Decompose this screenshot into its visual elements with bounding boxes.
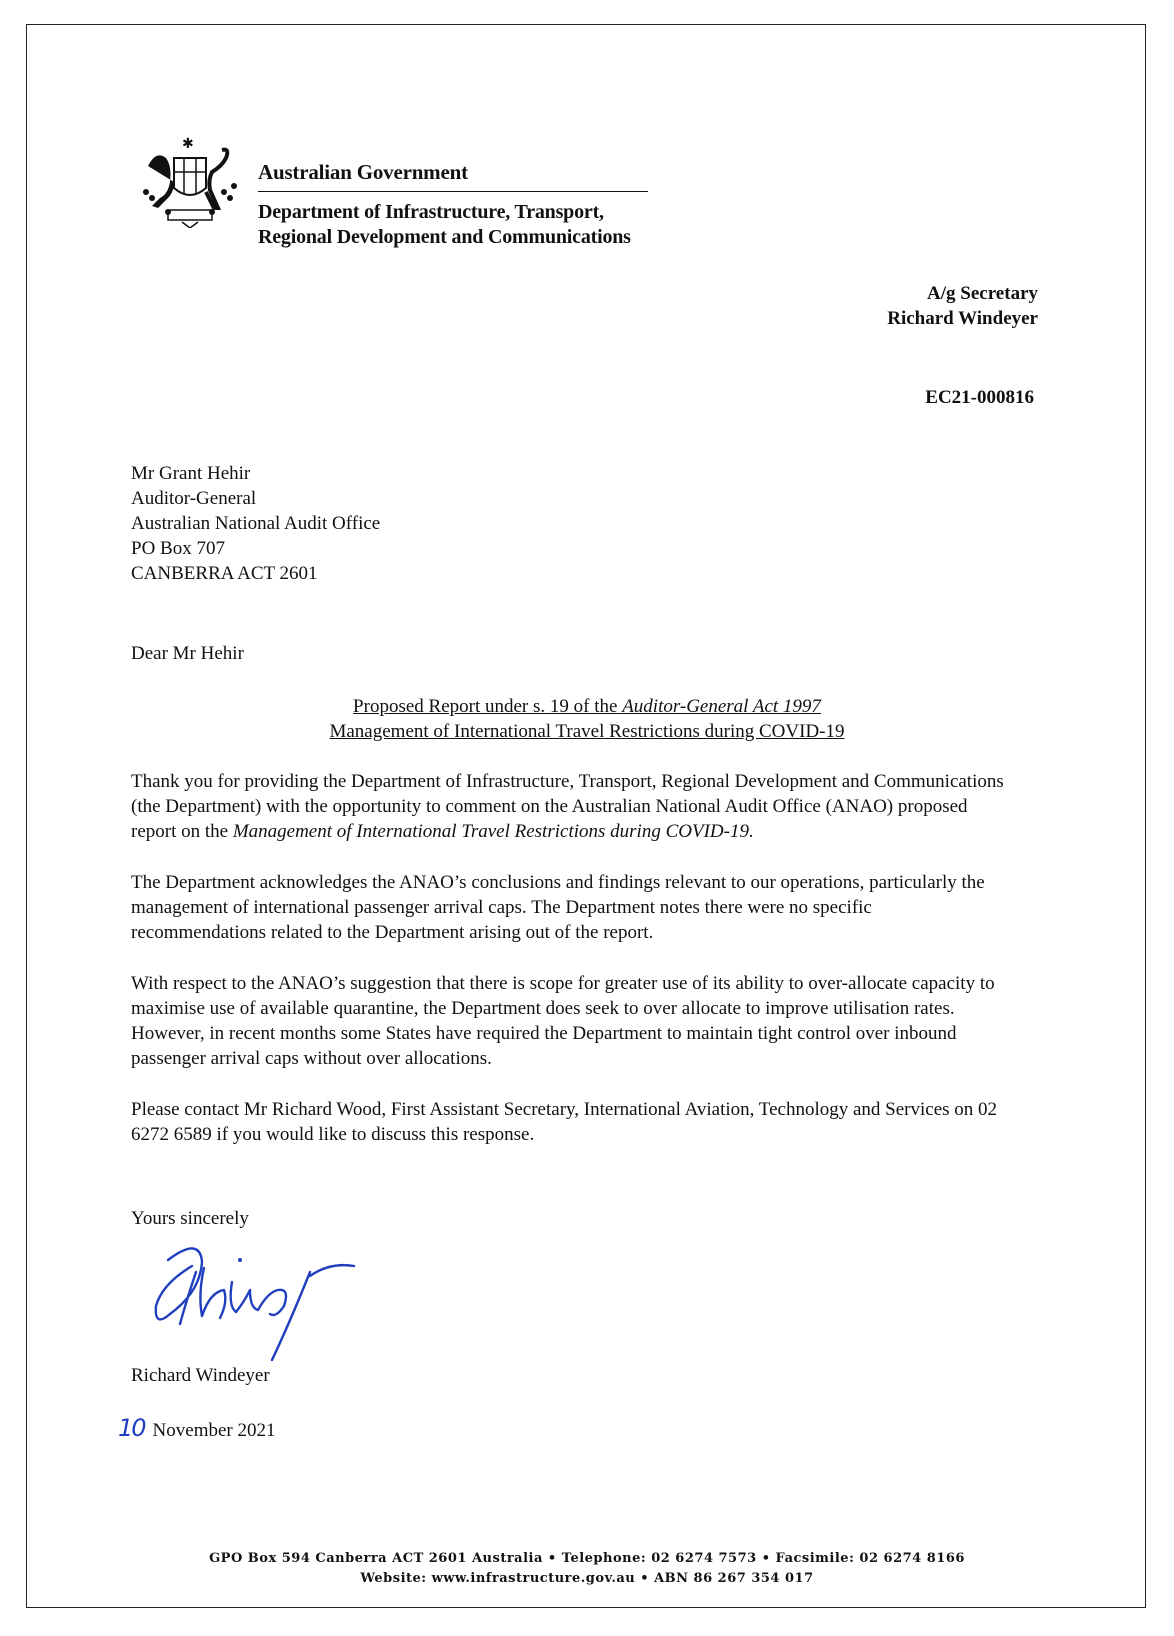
coat-of-arms-icon [138, 136, 242, 228]
paragraph-2: The Department acknowledges the ANAO’s conclusions and findings relevant to our operations, particularly the management of international passenger arrival caps. The Department notes there were no specific recommendations related to the Department arising out of the report. [131, 872, 985, 943]
paragraph-4: Please contact Mr Richard Wood, First Assistant Secretary, International Aviation, Technology and Services on 02 6272 6589 if you would like to discuss this response. [131, 1099, 998, 1145]
signatory-name: Richard Windeyer [131, 1365, 270, 1386]
letter-body [131, 769, 1011, 1173]
recipient-title: Auditor-General [131, 488, 257, 509]
paragraph-1 [131, 769, 1011, 844]
handwritten-signature [140, 1232, 370, 1382]
subject-line1-prefix: Proposed Report under s. 19 of the [353, 696, 623, 717]
subject-heading [0, 694, 1174, 744]
sender-block [887, 281, 1038, 331]
recipient-po-box: PO Box 707 [131, 538, 225, 559]
subject-act-title: Auditor-General Act 1997 [622, 696, 821, 717]
government-name: Australian Government [258, 160, 648, 192]
handwritten-day: 10 [118, 1414, 145, 1442]
reference-number: EC21-000816 [925, 387, 1034, 408]
paragraph-3: With respect to the ANAO’s suggestion that there is scope for greater use of its ability to over-allocate capacity to maximise use of available quarantine, the Department does seek to over allocate to improve utilisation rates. However, in recent months some States have required the Department to maintain tight control over inbound passenger arrival caps without over allocations. [131, 973, 995, 1069]
subject-line2: Management of International Travel Restrictions during COVID-19 [329, 721, 845, 742]
recipient-city: CANBERRA ACT 2601 [131, 563, 318, 584]
letterhead [258, 160, 648, 250]
recipient-name: Mr Grant Hehir [131, 463, 251, 484]
paragraph-1-report-title: Management of International Travel Restrictions during COVID-19. [232, 821, 754, 842]
recipient-address [131, 461, 380, 586]
letterhead-footer [0, 1549, 1174, 1589]
footer-contact-line: GPO Box 594 Canberra ACT 2601 Australia • Telephone: 02 6274 7573 • Facsimile: 02 6274 8166 [209, 1551, 965, 1566]
salutation: Dear Mr Hehir [131, 643, 244, 664]
subject-line1 [0, 694, 1174, 719]
svg-text:✱: ✱ [182, 136, 194, 152]
recipient-organisation: Australian National Audit Office [131, 513, 381, 534]
sender-name: Richard Windeyer [887, 308, 1038, 329]
letter-date [118, 1414, 276, 1442]
department-name-line2: Regional Development and Communications [258, 226, 631, 248]
department-name-line1: Department of Infrastructure, Transport, [258, 201, 604, 223]
closing: Yours sincerely [131, 1208, 249, 1229]
footer-website-line: Website: www.infrastructure.gov.au • ABN 86 267 354 017 [360, 1571, 814, 1586]
sender-title: A/g Secretary [927, 283, 1038, 304]
date-month-year: November 2021 [152, 1420, 276, 1441]
paragraph-1-text: Thank you for providing the Department of Infrastructure, Transport, Regional Development and Communications (the Department) with the opportunity to comment on the Australian National Audit Office (ANAO) proposed report on the [131, 771, 1004, 842]
